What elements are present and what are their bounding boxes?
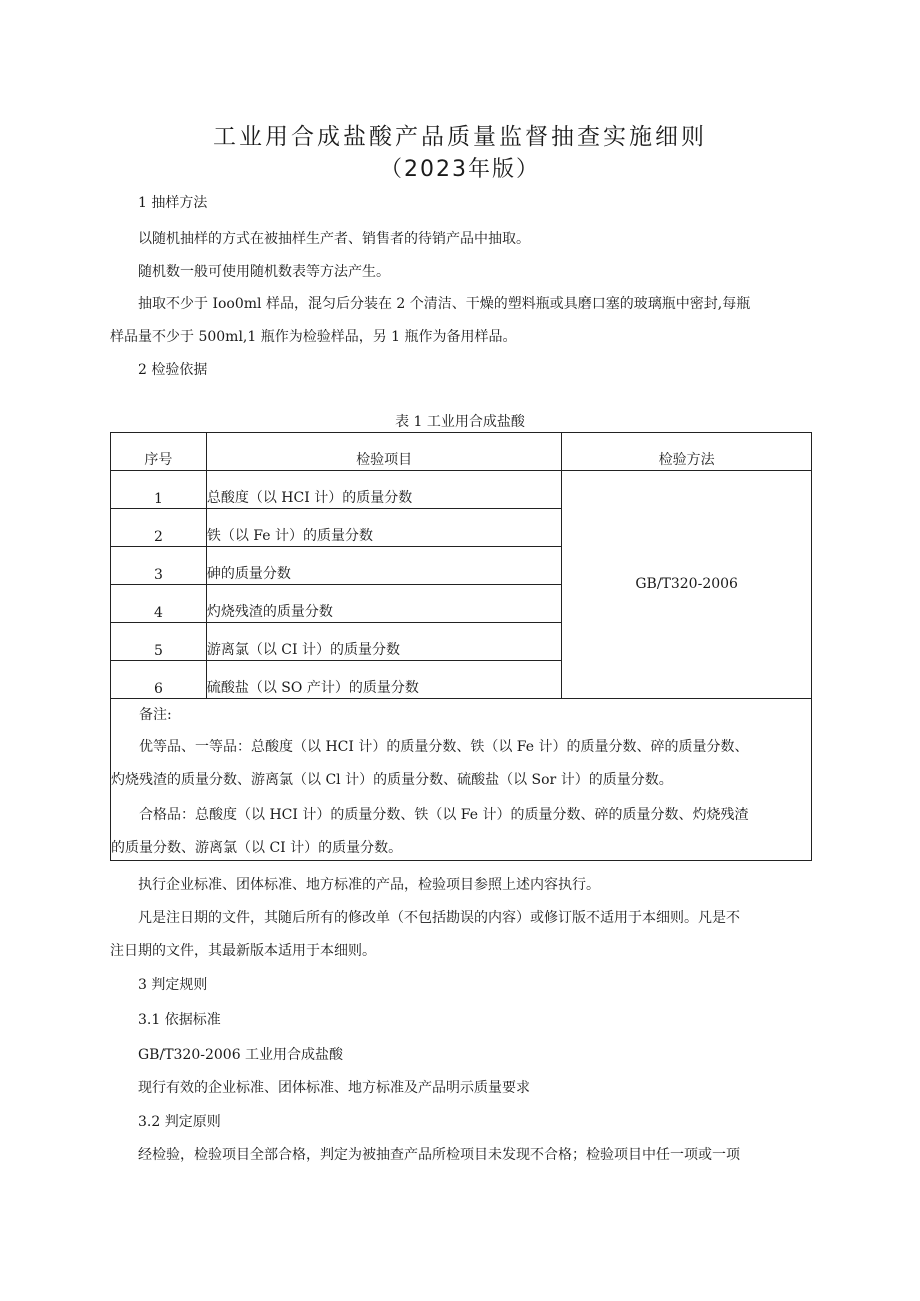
section-2-paragraph-2-line-2: 注日期的文件，其最新版本适用于本细则。 — [110, 943, 376, 959]
section-2-paragraph-1: 执行企业标准、团体标准、地方标准的产品，检验项目参照上述内容执行。 — [138, 877, 600, 893]
section-3-heading: 3 判定规则 — [138, 977, 208, 993]
section-1-paragraph-3-line-2: 样品量不少于 500ml,1 瓶作为检验样品，另 1 瓶作为备用样品。 — [110, 329, 517, 345]
standard-reference: GB/T320-2006 工业用合成盐酸 — [138, 1047, 344, 1063]
notes-line: 合格品：总酸度（以 HCI 计）的质量分数、铁（以 Fe 计）的质量分数、碎的质量分数、灼烧残渣 — [139, 807, 749, 823]
inspection-table — [110, 432, 812, 699]
row-number: 4 — [111, 585, 207, 623]
section-1-paragraph-2: 随机数一般可使用随机数表等方法产生。 — [138, 264, 390, 280]
document-subtitle: （2023年版） — [380, 157, 540, 182]
notes-line: 优等品、一等品：总酸度（以 HCI 计）的质量分数、铁（以 Fe 计）的质量分数、碎的质量分数、 — [139, 739, 749, 755]
row-item: 硫酸盐（以 SO 产计）的质量分数 — [206, 661, 561, 699]
subsection-3-2-heading: 3.2 判定原则 — [138, 1114, 221, 1130]
document-title: 工业用合成盐酸产品质量监督抽查实施细则 — [213, 124, 707, 150]
column-header-number: 序号 — [111, 433, 207, 471]
column-header-method: 检验方法 — [562, 433, 812, 471]
row-item: 灼烧残渣的质量分数 — [206, 585, 561, 623]
section-2-heading: 2 检验依据 — [138, 362, 208, 378]
section-1-paragraph-3-line-1: 抽取不少于 Ioo0ml 样品，混匀后分装在 2 个清洁、干燥的塑料瓶或具磨口塞的玻璃瓶中密封,每瓶 — [138, 296, 751, 312]
row-number: 5 — [111, 623, 207, 661]
row-number: 6 — [111, 661, 207, 699]
inspection-method: GB/T320-2006 — [562, 471, 812, 699]
notes-line: 灼烧残渣的质量分数、游离氯（以 Cl 计）的质量分数、硫酸盐（以 Sor 计）的质量分数。 — [111, 772, 673, 788]
row-item: 砷的质量分数 — [206, 547, 561, 585]
table-notes — [110, 691, 812, 861]
standard-reference-2: 现行有效的企业标准、团体标准、地方标准及产品明示质量要求 — [138, 1080, 530, 1096]
table-caption: 表 1 工业用合成盐酸 — [395, 414, 525, 430]
table-header-row — [111, 433, 812, 471]
table-row — [111, 471, 812, 509]
notes-line: 的质量分数、游离氯（以 CI 计）的质量分数。 — [111, 840, 403, 856]
row-number: 1 — [111, 471, 207, 509]
row-number: 3 — [111, 547, 207, 585]
section-1-paragraph-1: 以随机抽样的方式在被抽样生产者、销售者的待销产品中抽取。 — [138, 231, 530, 247]
row-item: 铁（以 Fe 计）的质量分数 — [206, 509, 561, 547]
row-item: 游离氯（以 CI 计）的质量分数 — [206, 623, 561, 661]
column-header-item: 检验项目 — [206, 433, 561, 471]
subsection-3-1-heading: 3.1 依据标准 — [138, 1012, 221, 1028]
row-number: 2 — [111, 509, 207, 547]
row-item: 总酸度（以 HCI 计）的质量分数 — [206, 471, 561, 509]
section-1-heading: 1 抽样方法 — [138, 195, 208, 211]
section-2-paragraph-2-line-1: 凡是注日期的文件，其随后所有的修改单（不包括勘误的内容）或修订版不适用于本细则。凡是不 — [138, 910, 740, 926]
notes-label: 备注: — [139, 707, 172, 723]
section-3-paragraph-1: 经检验，检验项目全部合格，判定为被抽查产品所检项目未发现不合格；检验项目中任一项或一项 — [138, 1147, 740, 1163]
